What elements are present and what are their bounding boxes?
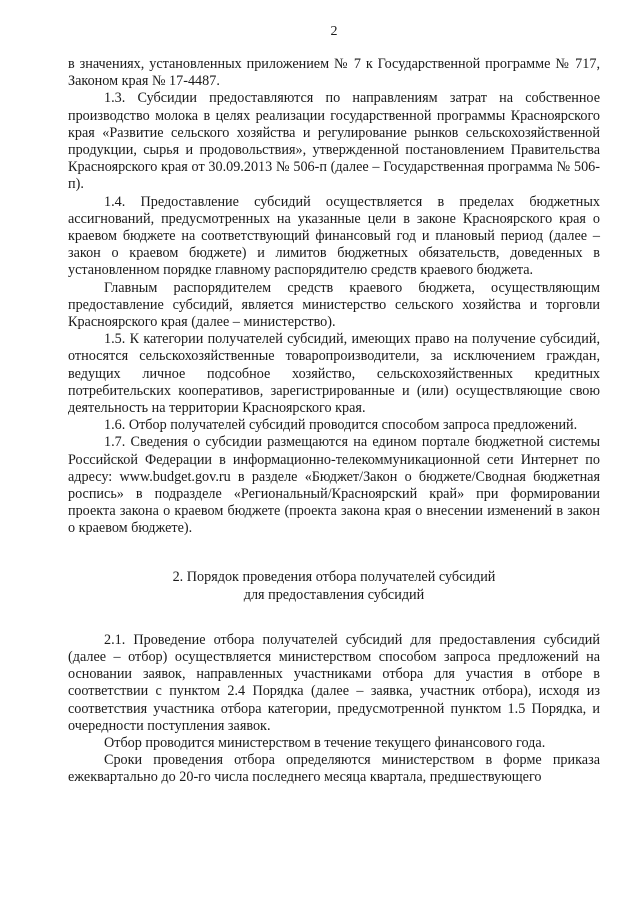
- paragraph-1-6: 1.6. Отбор получателей субсидий проводится способом запроса предложений.: [104, 417, 578, 434]
- paragraph-1-4: 1.4. Предоставление субсидий осуществляется в пределах бюджетных ассигнований, предусмотренных на указанные цели в законе Красноярского края о краевом бюджете на соответствующий финансовый год и плановый период (далее – закон о краевом бюджете) и лимитов бюджетных обязательств, доведенных в установленном порядке главному распорядителю средств краевого бюджета.: [68, 193, 600, 279]
- section-heading-line-2: для предоставления субсидий: [243, 586, 425, 603]
- page-number: 2: [330, 24, 338, 39]
- paragraph-1-5: 1.5. К категории получателей субсидий, имеющих право на получение субсидий, относятся сельскохозяйственные товаропроизводители, за исключением граждан, ведущих личное подсобное хозяйство, сельскохозяйственных кредитных потребительских кооперативов, зарегистрированные и (или) осуществляющие свою деятельность на территории Красноярского края.: [68, 331, 600, 417]
- paragraph-selection-terms: Сроки проведения отбора определяются министерством в форме приказа ежеквартально до 20-го числа последнего месяца квартала, предшествующего: [68, 752, 600, 786]
- section-heading-line-1: 2. Порядок проведения отбора получателей субсидий: [172, 568, 496, 585]
- body-top: [68, 56, 600, 538]
- paragraph-1-7: 1.7. Сведения о субсидии размещаются на едином портале бюджетной системы Российской Федерации в информационно-телекоммуникационной сети Интернет по адресу: www.budget.gov.ru в разделе «Бюджет/Закон о бюджете/Сводная бюджетная роспись» в подразделе «Региональный/Красноярский край» при формировании проекта закона о краевом бюджете (проекта закона края о внесении изменений в закон о краевом бюджете).: [68, 434, 600, 537]
- section-2-heading: [68, 568, 600, 604]
- paragraph-continuation: в значениях, установленных приложением № 7 к Государственной программе № 717, Законом края № 17-4487.: [68, 56, 600, 90]
- paragraph-main-administrator: Главным распорядителем средств краевого бюджета, осуществляющим предоставление субсидий, является министерство сельского хозяйства и торговли Красноярского края (далее – министерство).: [68, 279, 600, 331]
- paragraph-selection-period: Отбор проводится министерством в течение текущего финансового года.: [104, 734, 546, 751]
- paragraph-2-1: 2.1. Проведение отбора получателей субсидий для предоставления субсидий (далее – отбор) осуществляется министерством способом запроса предложений на основании заявок, направленных участниками отбора для участия в отборе в соответствии с пунктом 2.4 Порядка (далее – заявка, участник отбора), исходя из соответствия участника отбора категории, предусмотренной пунктом 1.5 Порядка, и очередности поступления заявок.: [68, 631, 600, 734]
- paragraph-1-3: 1.3. Субсидии предоставляются по направлениям затрат на собственное производство молока в целях реализации государственной программы Красноярского края «Развитие сельского хозяйства и регулирование рынков сельскохозяйственной продукции, сырья и продовольствия», утвержденной постановлением Правительства Красноярского края от 30.09.2013 № 506-п (далее – Государственная программа № 506-п).: [68, 90, 600, 193]
- body-bottom: [68, 632, 600, 787]
